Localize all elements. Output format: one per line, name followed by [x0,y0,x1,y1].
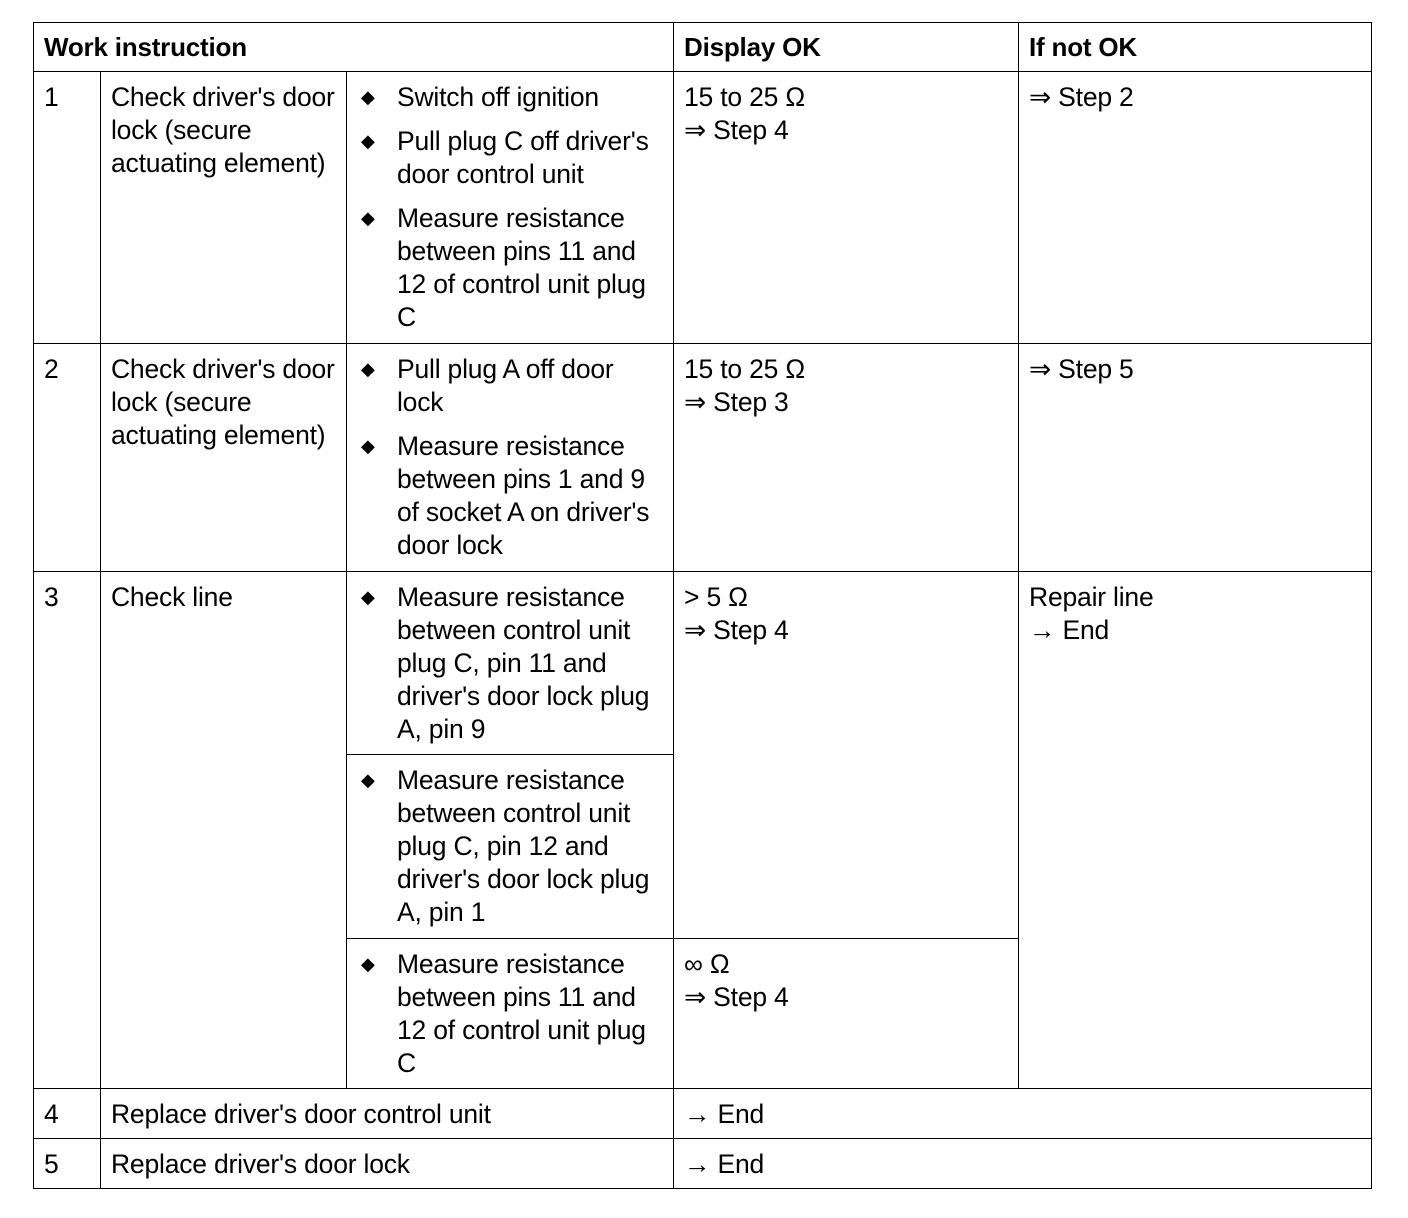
display-ok-cell [674,344,1019,572]
header-row [34,23,1372,72]
header-display-ok: Display OK [674,23,1019,72]
diamond-bullet-icon: ◆ [361,954,375,974]
if-not-ok-next: → End [1029,615,1110,645]
list-item: ◆ Pull plug C off driver's door control unit [361,126,649,189]
display-ok-value: ∞ Ω [684,949,730,979]
table-row [34,1089,1372,1139]
table-row [34,1139,1372,1189]
diamond-bullet-icon: ◆ [361,208,375,228]
list-item: ◆ Measure resistance between pins 11 and 12 of control unit plug C [361,203,646,332]
display-ok-cell [674,572,1019,939]
step-number: 5 [34,1139,101,1189]
step-number: 4 [34,1089,101,1139]
action-cell [347,939,674,1089]
action-cell [347,755,674,939]
diamond-bullet-icon: ◆ [361,359,375,379]
header-work-instruction: Work instruction [34,23,674,72]
diamond-bullet-icon: ◆ [361,770,375,790]
if-not-ok-next: ⇒ Step 5 [1029,354,1134,384]
table-row [34,572,1372,755]
check-description: Check line [101,572,347,1089]
list-item: ◆ Pull plug A off door lock [361,354,614,417]
list-item: ◆ Measure resistance between control unit plug C, pin 11 and driver's door lock plug A, pin 9 [361,582,650,744]
table-row [34,72,1372,344]
list-item: ◆ Switch off ignition [361,82,599,112]
result-cell: → End [674,1089,1372,1139]
action-cell [347,572,674,755]
if-not-ok-cell [1019,572,1372,1089]
if-not-ok-cell [1019,344,1372,572]
action-cell [347,344,674,572]
display-ok-next: ⇒ Step 4 [684,982,789,1012]
result-cell: → End [674,1139,1372,1189]
list-item: ◆ Measure resistance between control unit plug C, pin 12 and driver's door lock plug A, pin 1 [361,765,650,927]
display-ok-next: ⇒ Step 3 [684,387,789,417]
header-if-not-ok: If not OK [1019,23,1372,72]
instruction-cell: Replace driver's door control unit [101,1089,674,1139]
display-ok-next: ⇒ Step 4 [684,615,789,645]
display-ok-cell [674,939,1019,1089]
check-description: Check driver's door lock (secure actuating element) [101,344,347,572]
list-item: ◆ Measure resistance between pins 11 and 12 of control unit plug C [361,949,646,1078]
if-not-ok-cell [1019,72,1372,344]
display-ok-value: 15 to 25 Ω [684,354,805,384]
diamond-bullet-icon: ◆ [361,436,375,456]
table-row [34,344,1372,572]
step-number: 3 [34,572,101,1089]
diamond-bullet-icon: ◆ [361,131,375,151]
display-ok-value: 15 to 25 Ω [684,82,805,112]
diamond-bullet-icon: ◆ [361,87,375,107]
if-not-ok-action: Repair line [1029,582,1154,612]
step-number: 1 [34,72,101,344]
display-ok-value: > 5 Ω [684,582,748,612]
display-ok-next: ⇒ Step 4 [684,115,789,145]
display-ok-cell [674,72,1019,344]
list-item: ◆ Measure resistance between pins 1 and 9 of socket A on driver's door lock [361,431,650,560]
if-not-ok-next: ⇒ Step 2 [1029,82,1134,112]
instruction-cell: Replace driver's door lock [101,1139,674,1189]
step-number: 2 [34,344,101,572]
action-cell [347,72,674,344]
work-instruction-table [33,22,1372,1189]
diamond-bullet-icon: ◆ [361,587,375,607]
check-description: Check driver's door lock (secure actuating element) [101,72,347,344]
